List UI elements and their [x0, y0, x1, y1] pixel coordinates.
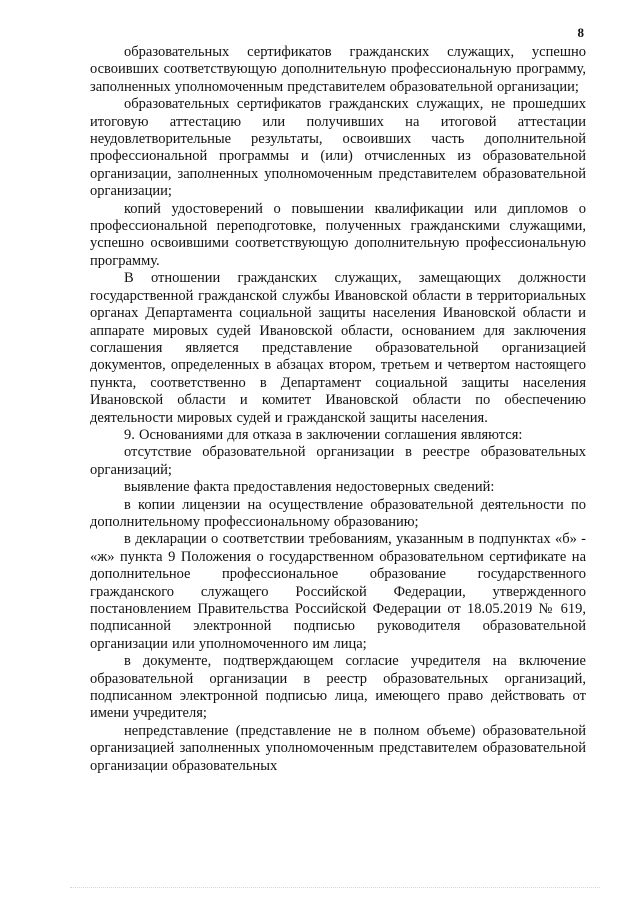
paragraph-5: 9. Основаниями для отказа в заключении соглашения являются: — [124, 426, 523, 443]
paragraph-8: в копии лицензии на осуществление образовательной деятельности по дополнительному профессиональному образованию; — [90, 496, 586, 530]
paragraph-3: копий удостоверений о повышении квалификации или дипломов о профессиональной переподготовке, полученных гражданскими служащими, успешно освоившими соответствующую дополнительную профессиональную программу. — [90, 200, 586, 269]
paragraph-9: в декларации о соответствии требованиям, указанным в подпунктах «б» - «ж» пункта 9 Положения о государственном образовательном сертификате на дополнительное профессиональное образование государственного гражданского служащего Российской Федерации, утвержденного постановлением Правительства Российской Федерации от 18.05.2019 № 619, подписанной электронной подписью руководителя образовательной организации или уполномоченного им лица; — [90, 531, 586, 652]
paragraph-6: отсутствие образовательной организации в реестре образовательных организаций; — [90, 444, 586, 478]
paragraph-1: образовательных сертификатов гражданских служащих, успешно освоивших соответствующую дополнительную профессиональную программу, заполненных уполномоченным представителем образовательной организации; — [90, 44, 586, 95]
paragraph-7: выявление факта предоставления недостоверных сведений: — [124, 479, 495, 496]
paragraph-2: образовательных сертификатов гражданских служащих, не прошедших итоговую аттестацию или получивших на итоговой аттестации неудовлетворительные результаты, освоивших часть дополнительной профессиональной программы и (или) отчисленных из образовательной организации, заполненных уполномоченным представителем образовательной организации; — [90, 96, 586, 200]
paragraph-4: В отношении гражданских служащих, замещающих должности государственной гражданской службы Ивановской области в территориальных органах Департамента социальной защиты населения Ивановской области и аппарате мировых судей Ивановской области, основанием для заключения соглашения является представление образовательной организацией документов, определенных в абзацах втором, третьем и четвертом настоящего пункта, соответственно в Департамент социальной защиты населения Ивановской области и комитет Ивановской области по обеспечению деятельности мировых судей и гражданской защиты населения. — [90, 270, 586, 426]
page-number: 8 — [577, 25, 584, 40]
paragraph-11: непредставление (представление не в полном объеме) образовательной организацией заполненных уполномоченным представителем образовательной организации образовательных — [90, 722, 586, 774]
paragraph-10: в документе, подтверждающем согласие учредителя на включение образовательной организации в реестр образовательных организаций, подписанном электронной подписью лица, имеющего право действовать от имени учредителя; — [90, 653, 586, 722]
scan-artifact-line — [70, 887, 600, 891]
document-body — [90, 44, 586, 775]
